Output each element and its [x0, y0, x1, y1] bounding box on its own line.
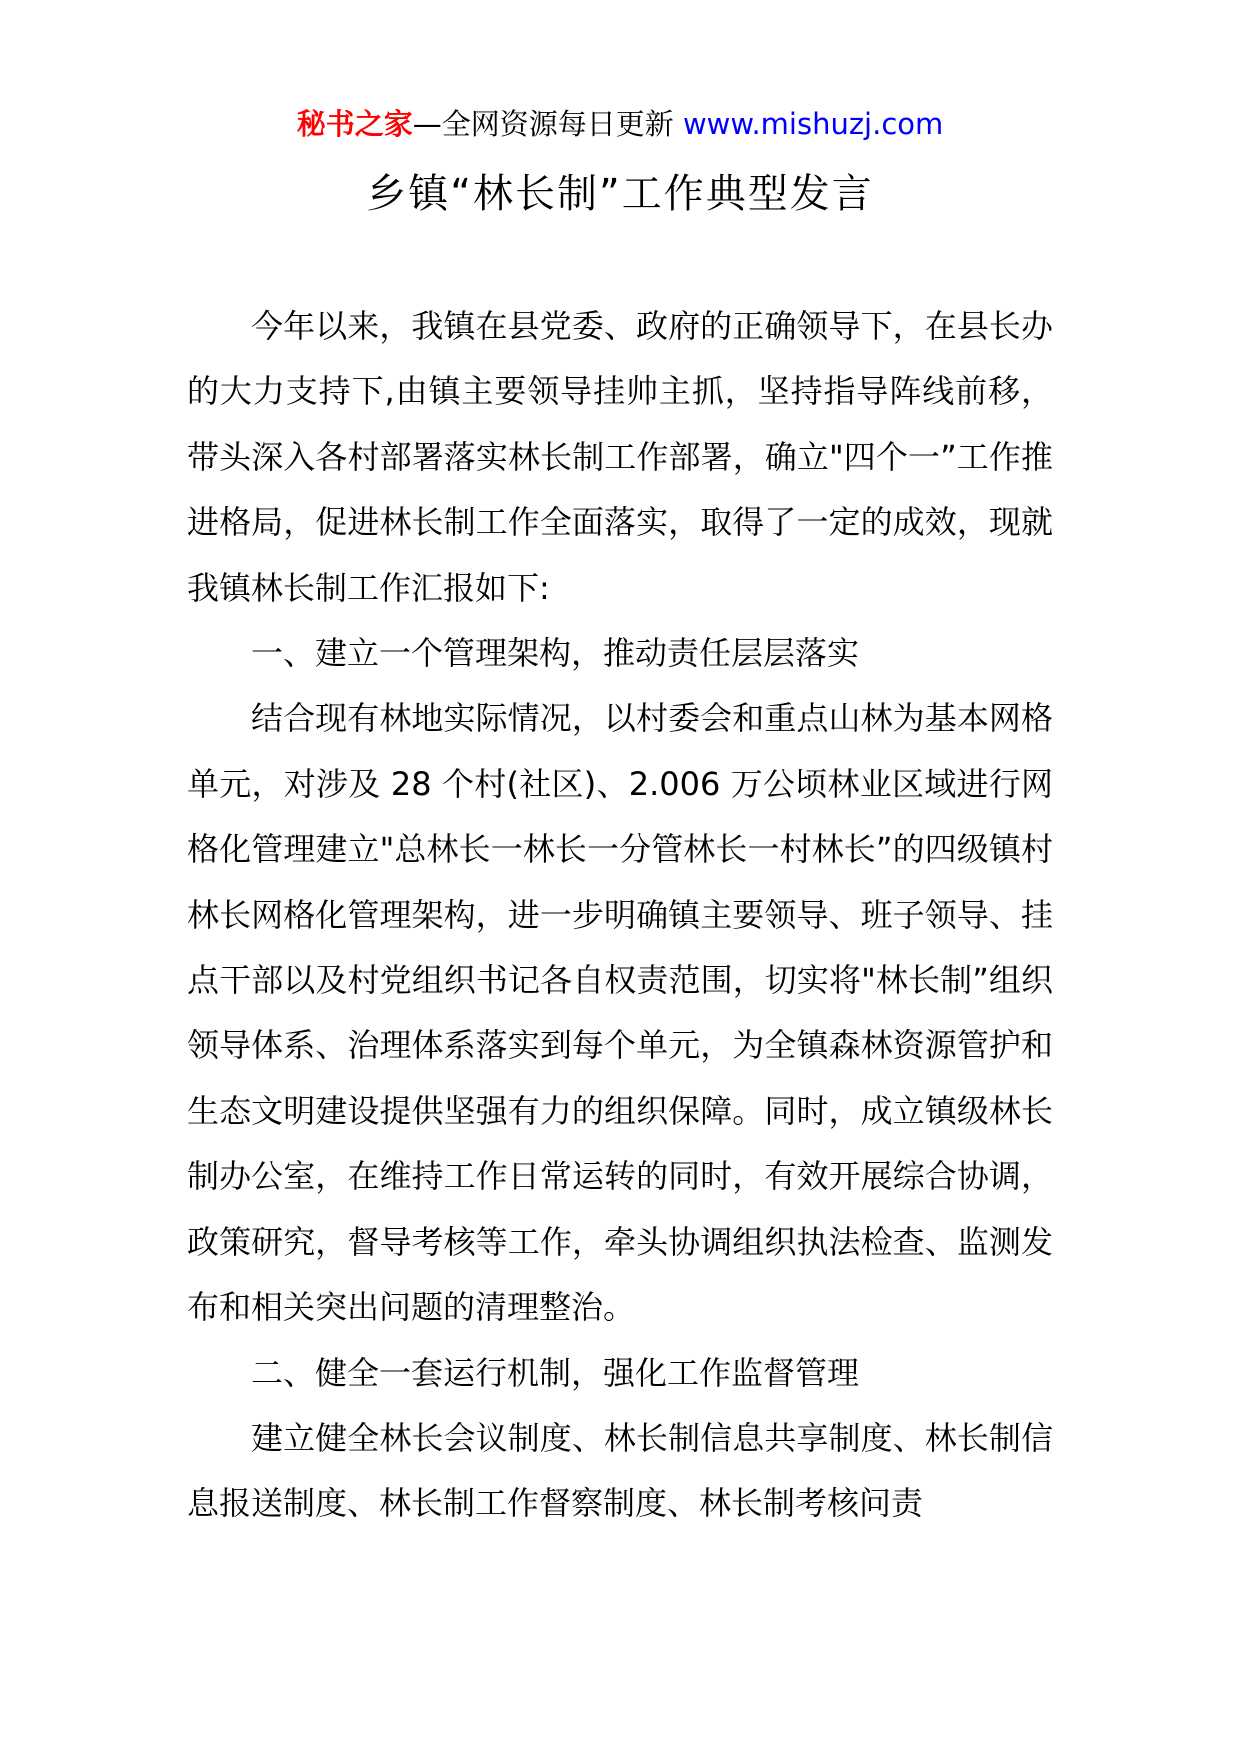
document-title: 乡镇“林长制”工作典型发言: [366, 171, 874, 217]
brand-name: 秘书之家: [296, 107, 413, 141]
site-slogan: —全网资源每日更新: [412, 107, 674, 141]
site-header: [0, 104, 1240, 144]
section-2-paragraph: 建立健全林长会议制度、林长制信息共享制度、林长制信息报送制度、林长制工作督察制度、林长制考核问责: [187, 1418, 1053, 1523]
section-1-paragraph: 结合现有林地实际情况，以村委会和重点山林为基本网格单元，对涉及 28 个村(社区)、2.006 万公顷林业区域进行网格化管理建立"总林长一林长一分管林长一村林长”的四级镇村林长网格化管理架构，进一步明确镇主要领导、班子领导、挂点干部以及村党组织书记各自权责范围，切实将"林长制”组织领导体系、治理体系落实到每个单元，为全镇森林资源管护和生态文明建设提供坚强有力的组织保障。同时，成立镇级林长制办公室，在维持工作日常运转的同时，有效开展综合协调，政策研究，督导考核等工作，牵头协调组织执法检查、监测发布和相关突出问题的清理整治。: [187, 699, 1053, 1327]
site-url-link[interactable]: www.mishuzj.com: [682, 107, 944, 141]
section-heading-1: 一、建立一个管理架构，推动责任层层落实: [251, 634, 860, 673]
intro-paragraph: 今年以来，我镇在县党委、政府的正确领导下，在县长办的大力支持下,由镇主要领导挂帅主抓，坚持指导阵线前移，带头深入各村部署落实林长制工作部署，确立"四个一”工作推进格局，促进林长制工作全面落实，取得了一定的成效，现就我镇林长制工作汇报如下:: [187, 307, 1053, 607]
section-heading-2: 二、健全一套运行机制，强化工作监督管理: [251, 1353, 860, 1392]
document-body: [187, 294, 1053, 1537]
